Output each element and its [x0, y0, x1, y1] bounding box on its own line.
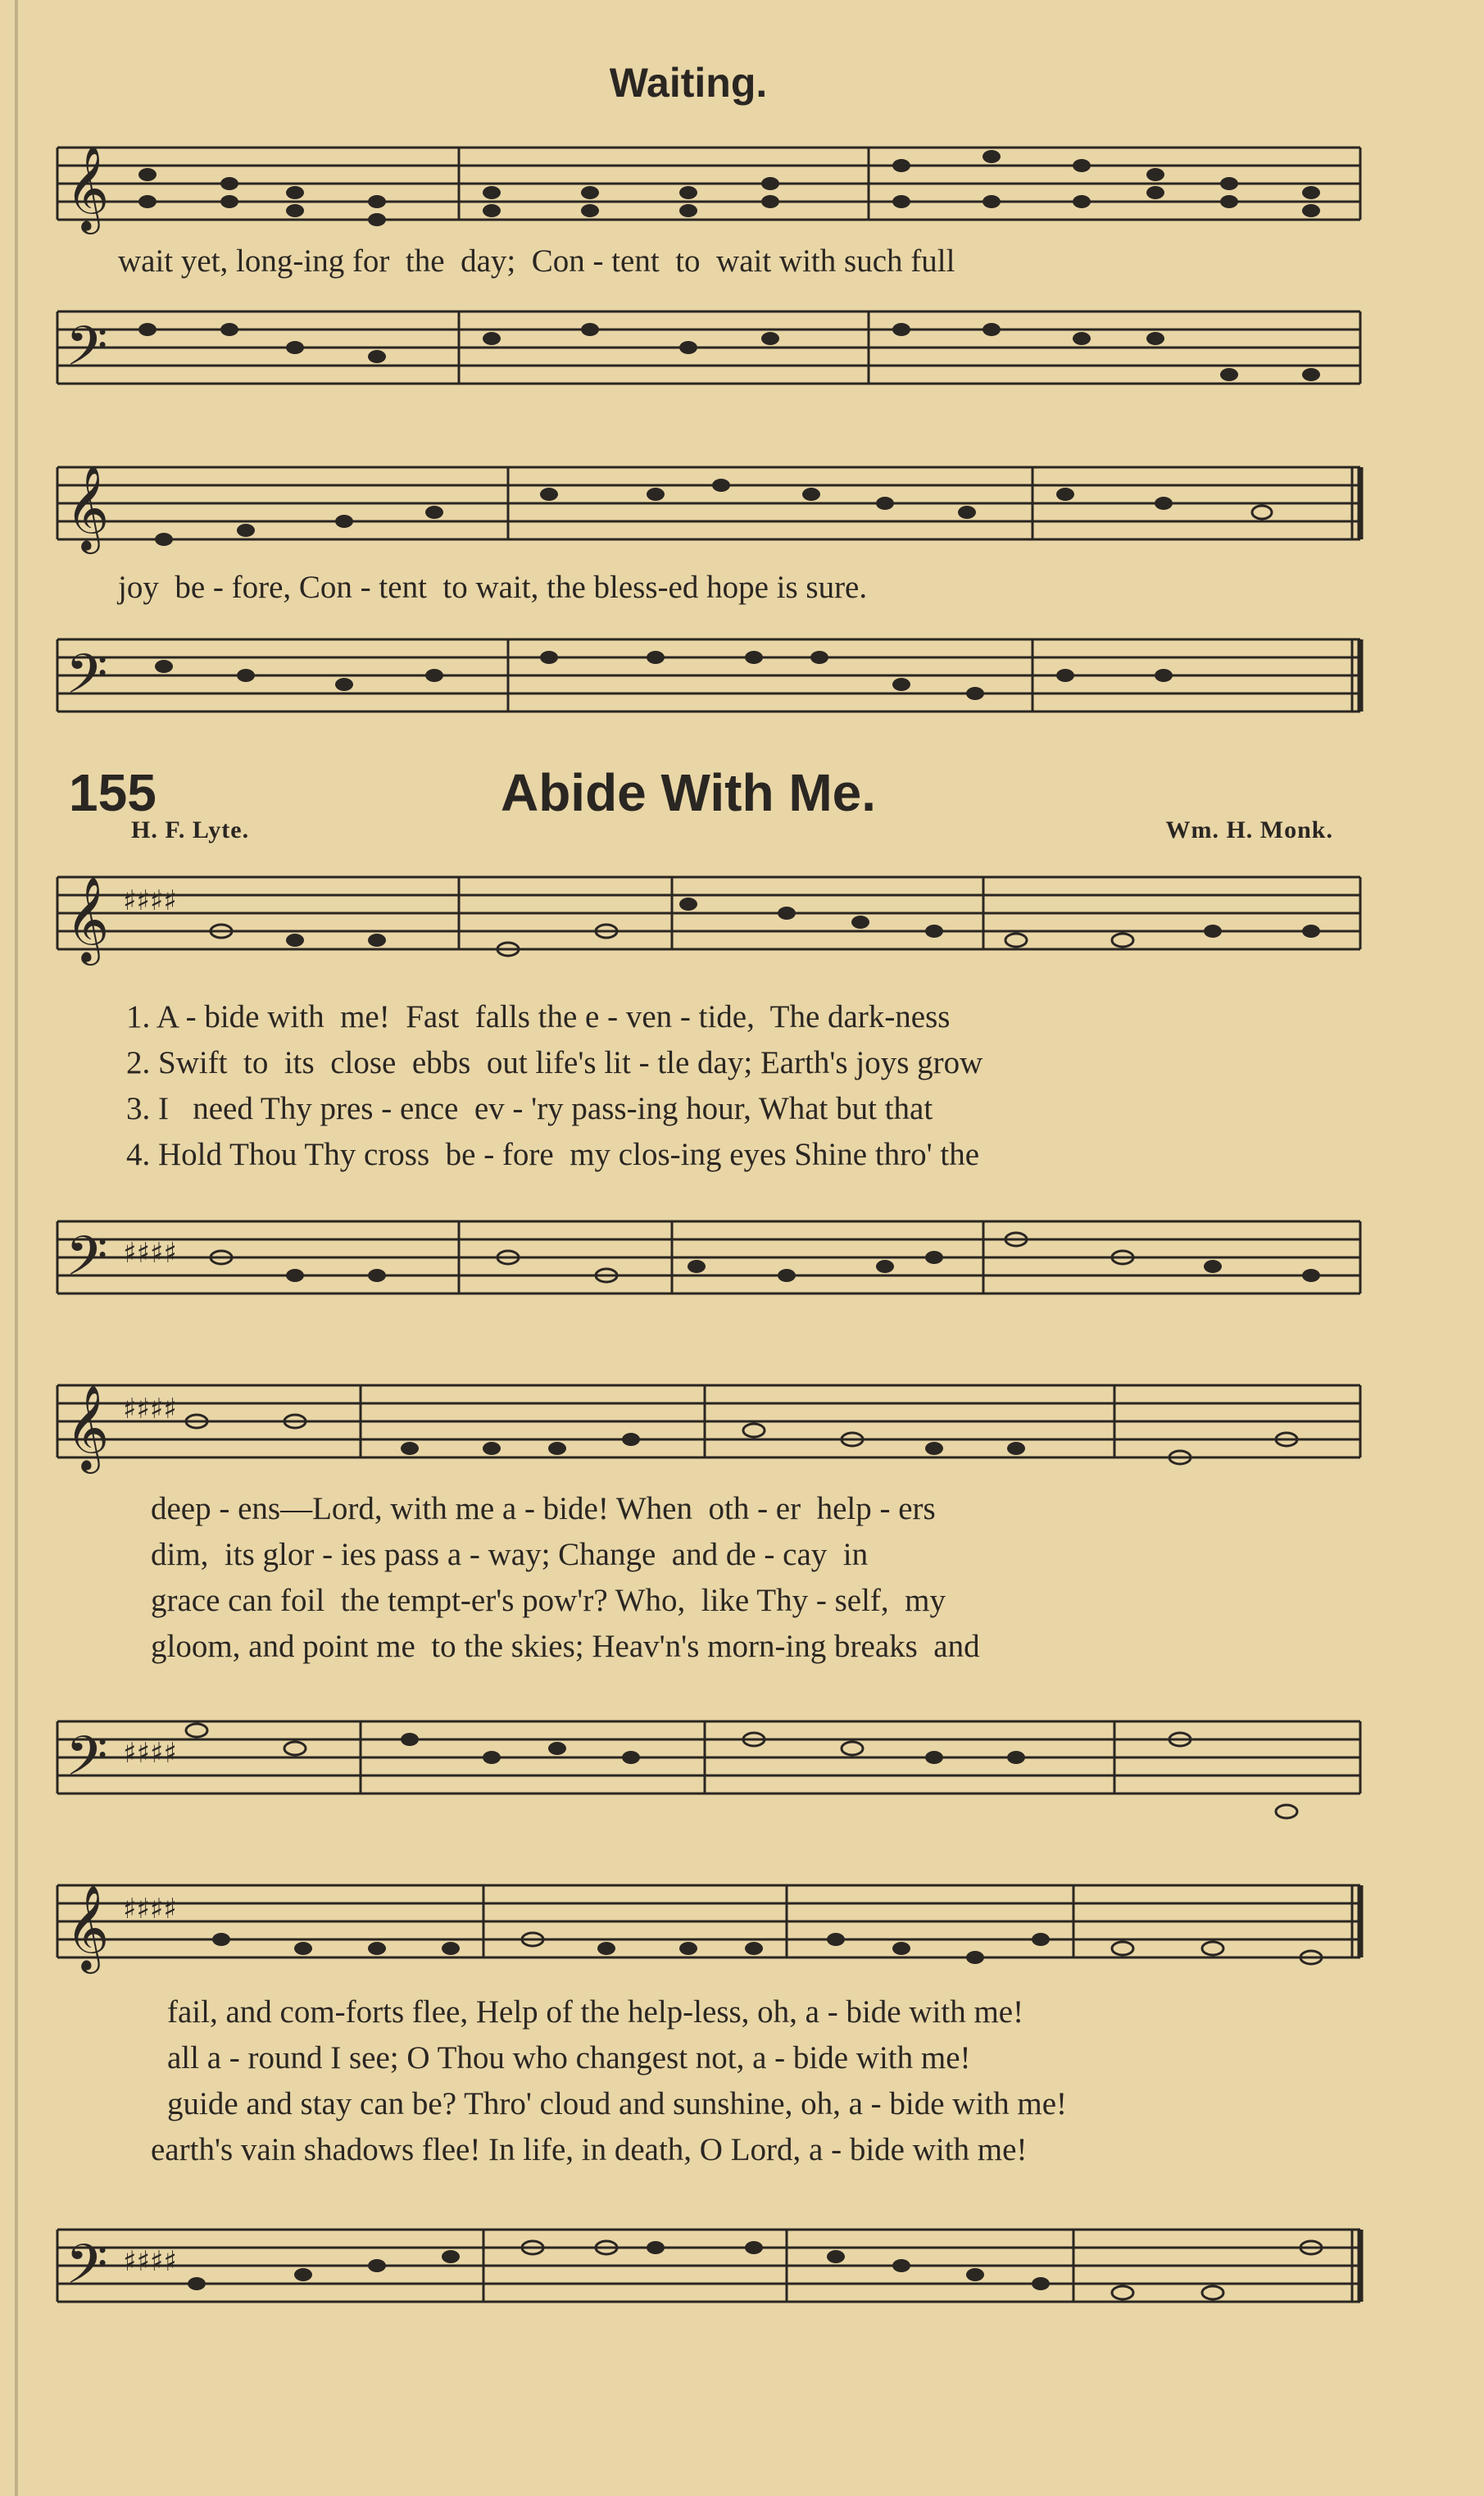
- svg-text:𝄞: 𝄞: [66, 145, 110, 231]
- svg-text:𝄢: 𝄢: [66, 1225, 108, 1301]
- music-staff-b-treble: [33, 443, 1377, 574]
- hymn-number: 155: [69, 763, 157, 822]
- verse-3-line-3: guide and stay can be? Thro' cloud and sunshine, oh, a - bide with me!: [167, 2086, 1068, 2121]
- svg-text:♯♯♯♯: ♯♯♯♯: [123, 1237, 177, 1270]
- lyric-line-prev-1: wait yet, long-ing for the day; Con - tent to wait with such full: [118, 243, 955, 279]
- music-staff-2-bass: [33, 1689, 1377, 1836]
- music-staff-1-bass: [33, 1189, 1377, 1336]
- hymn-composer: Wm. H. Monk.: [1165, 816, 1333, 843]
- verse-4-line-1: 4. Hold Thou Thy cross be - fore my clos-ing eyes Shine thro' the: [126, 1137, 980, 1172]
- svg-text:♯♯♯♯: ♯♯♯♯: [123, 1893, 177, 1925]
- verse-3-line-2: grace can foil the tempt-er's pow'r? Who, like Thy - self, my: [151, 1583, 946, 1618]
- svg-text:𝄞: 𝄞: [66, 1885, 110, 1971]
- hymn-author: H. F. Lyte.: [131, 816, 250, 843]
- svg-text:𝄢: 𝄢: [66, 1725, 108, 1801]
- verse-1-line-3: fail, and com-forts flee, Help of the help-less, oh, a - bide with me!: [167, 1994, 1024, 2030]
- music-staff-a-bass: [33, 279, 1377, 426]
- lyric-line-prev-2: joy be - fore, Con - tent to wait, the bless-ed hope is sure.: [118, 570, 868, 605]
- music-staff-1-treble: [33, 852, 1377, 975]
- page-edge-rule: [15, 0, 18, 2496]
- verse-4-line-3: earth's vain shadows flee! In life, in death, O Lord, a - bide with me!: [151, 2132, 1028, 2167]
- svg-text:𝄢: 𝄢: [66, 2233, 108, 2309]
- verse-1-line-1: 1. A - bide with me! Fast falls the e - ven - tide, The dark-ness: [126, 999, 951, 1034]
- svg-text:𝄞: 𝄞: [66, 465, 110, 551]
- svg-text:♯♯♯♯: ♯♯♯♯: [123, 884, 177, 917]
- music-staff-3-treble: [33, 1853, 1377, 1984]
- music-staff-3-bass: [33, 2197, 1377, 2344]
- svg-text:♯♯♯♯: ♯♯♯♯: [123, 1393, 177, 1425]
- svg-text:♯♯♯♯: ♯♯♯♯: [123, 1737, 177, 1770]
- verse-4-line-2: gloom, and point me to the skies; Heav'n's morn-ing breaks and: [151, 1629, 980, 1664]
- hymn-title: Abide With Me.: [500, 763, 877, 822]
- svg-text:𝄞: 𝄞: [66, 1384, 110, 1471]
- svg-text:♯♯♯♯: ♯♯♯♯: [123, 2245, 177, 2278]
- verse-3-line-1: 3. I need Thy pres - ence ev - 'ry pass-ing hour, What but that: [126, 1091, 933, 1126]
- svg-text:𝄢: 𝄢: [66, 315, 108, 391]
- verse-2-line-3: all a - round I see; O Thou who changest not, a - bide with me!: [167, 2040, 971, 2075]
- music-staff-2-treble: [33, 1353, 1377, 1484]
- verse-1-line-2: deep - ens—Lord, with me a - bide! When oth - er help - ers: [151, 1491, 936, 1526]
- verse-2-line-1: 2. Swift to its close ebbs out life's lit - tle day; Earth's joys grow: [126, 1045, 983, 1080]
- music-staff-b-bass: [33, 607, 1377, 738]
- svg-text:𝄢: 𝄢: [66, 643, 108, 719]
- verse-2-line-2: dim, its glor - ies pass a - way; Change and de - cay in: [151, 1537, 869, 1572]
- svg-text:𝄞: 𝄞: [66, 876, 110, 962]
- running-title: Waiting.: [609, 60, 768, 106]
